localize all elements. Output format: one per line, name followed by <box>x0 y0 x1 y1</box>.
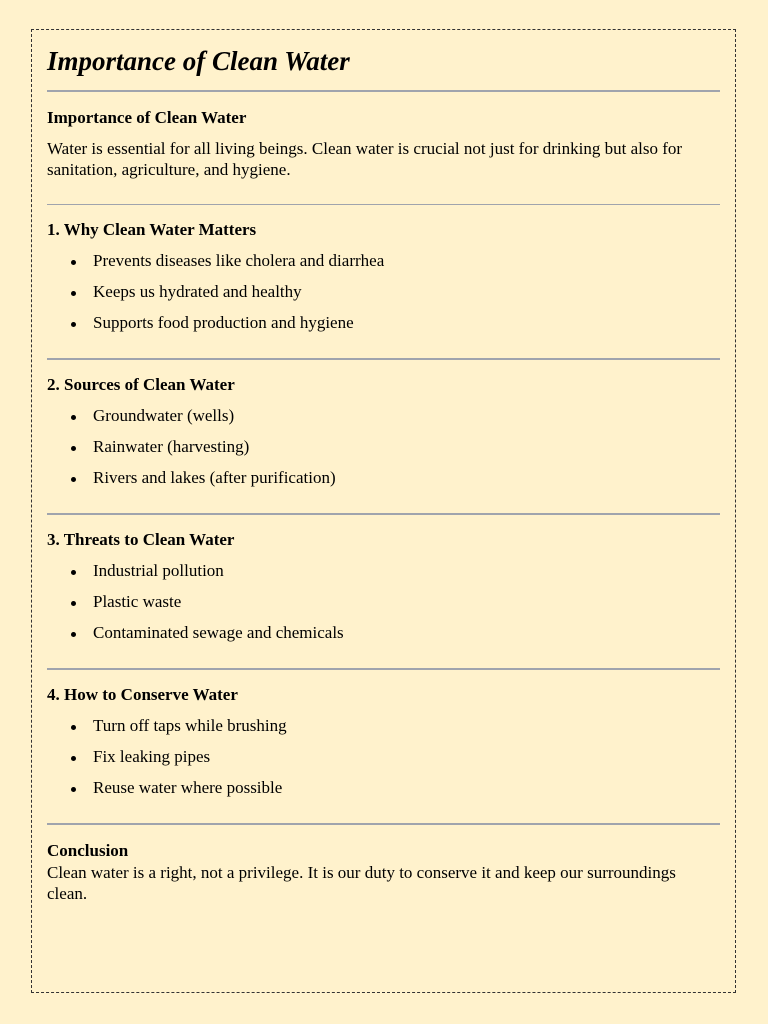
list-item-text: Plastic waste <box>93 592 182 611</box>
bullet-list <box>47 716 720 798</box>
list-item-text: Groundwater (wells) <box>93 406 235 425</box>
bullet-icon <box>71 260 76 265</box>
list-item <box>47 747 720 767</box>
list-item-text: Turn off taps while brushing <box>93 716 287 735</box>
list-item <box>47 561 720 581</box>
list-item <box>47 778 720 798</box>
bullet-icon <box>71 756 76 761</box>
conclusion-section <box>47 825 720 904</box>
bullet-icon <box>71 570 76 575</box>
section-heading: 1. Why Clean Water Matters <box>47 220 257 239</box>
intro-heading: Importance of Clean Water <box>47 108 247 127</box>
section-threats <box>47 515 720 643</box>
conclusion-heading: Conclusion <box>47 841 129 860</box>
list-item-text: Fix leaking pipes <box>93 747 211 766</box>
list-item-text: Contaminated sewage and chemicals <box>93 623 344 642</box>
bullet-icon <box>71 446 76 451</box>
list-item <box>47 623 720 643</box>
bullet-icon <box>71 415 76 420</box>
conclusion-text: Clean water is a right, not a privilege. It is our duty to conserve it and keep our surroundings clean. <box>47 863 676 903</box>
bullet-list <box>47 406 720 488</box>
bullet-icon <box>71 291 76 296</box>
list-item <box>47 313 720 333</box>
list-item <box>47 437 720 457</box>
bullet-list <box>47 561 720 643</box>
list-item-text: Rainwater (harvesting) <box>93 437 250 456</box>
section-sources <box>47 360 720 488</box>
list-item <box>47 468 720 488</box>
bullet-icon <box>71 787 76 792</box>
page-title: Importance of Clean Water <box>47 46 350 76</box>
bullet-icon <box>71 322 76 327</box>
bullet-icon <box>71 725 76 730</box>
intro-text: Water is essential for all living beings. Clean water is crucial not just for drinking but also for sanitation, agriculture, and hygiene. <box>47 139 683 179</box>
list-item-text: Prevents diseases like cholera and diarrhea <box>93 251 385 270</box>
list-item-text: Rivers and lakes (after purification) <box>93 468 336 487</box>
section-heading: 4. How to Conserve Water <box>47 685 238 704</box>
bullet-list <box>47 251 720 333</box>
list-item-text: Supports food production and hygiene <box>93 313 354 332</box>
list-item-text: Reuse water where possible <box>93 778 283 797</box>
list-item <box>47 406 720 426</box>
document-card <box>31 29 736 993</box>
list-item <box>47 592 720 612</box>
list-item-text: Industrial pollution <box>93 561 224 580</box>
bullet-icon <box>71 477 76 482</box>
list-item <box>47 282 720 302</box>
section-heading: 3. Threats to Clean Water <box>47 530 235 549</box>
section-conserve <box>47 670 720 798</box>
section-why <box>47 205 720 333</box>
list-item-text: Keeps us hydrated and healthy <box>93 282 302 301</box>
bullet-icon <box>71 601 76 606</box>
list-item <box>47 251 720 271</box>
section-heading: 2. Sources of Clean Water <box>47 375 235 394</box>
list-item <box>47 716 720 736</box>
bullet-icon <box>71 632 76 637</box>
intro-section <box>47 92 720 180</box>
